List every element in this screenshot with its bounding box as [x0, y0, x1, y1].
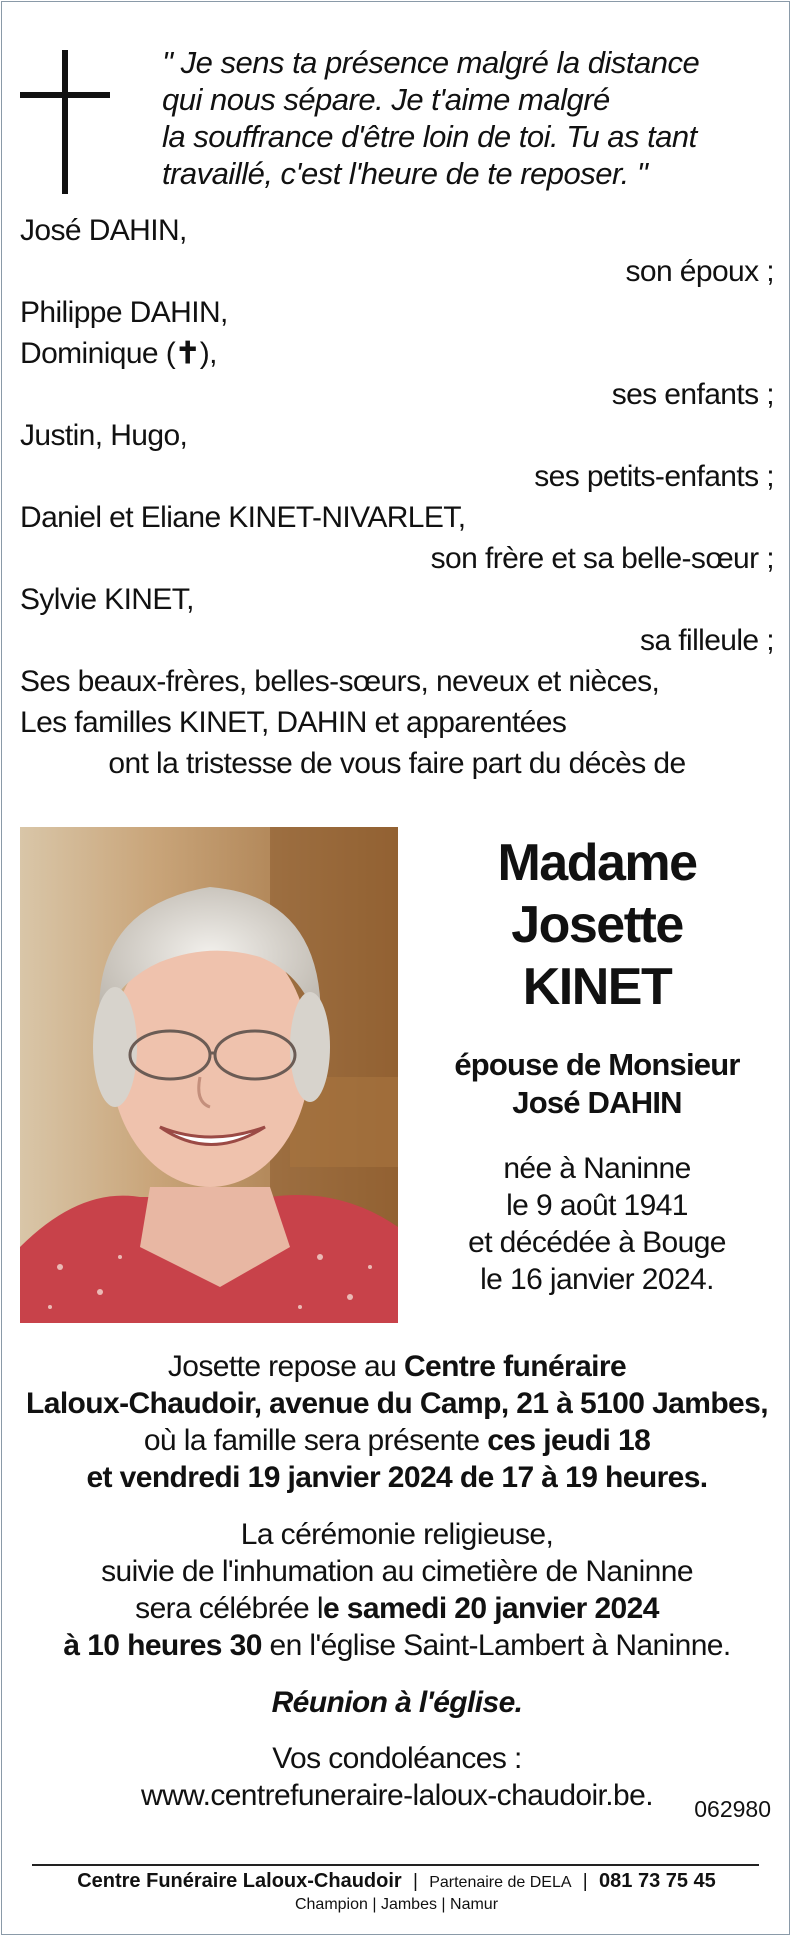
- family-row: Justin, Hugo,: [20, 419, 188, 452]
- condolences-url[interactable]: www.centrefuneraire-laloux-chaudoir.be.: [141, 1779, 653, 1812]
- small-cross-icon: ✝: [175, 337, 200, 370]
- portrait-photo: [20, 827, 398, 1323]
- spouse-info: épouse de Monsieur José DAHIN: [454, 1047, 740, 1120]
- family-row: Daniel et Eliane KINET-NIVARLET,: [20, 501, 466, 534]
- birth-death-info: née à Naninne le 9 août 1941 et décédée à Bouge le 16 janvier 2024.: [468, 1152, 726, 1296]
- cross-icon: [20, 50, 110, 194]
- family-relation: ses petits-enfants ;: [534, 460, 774, 493]
- locations: Champion | Jambes | Namur: [294, 1896, 499, 1913]
- deceased-title: Madame: [497, 834, 697, 892]
- quote: " Je sens ta présence malgré la distance qui nous sépare. Je t'aime malgré la souffrance d'être loin de toi. Tu as tant travaillé, c'est l'heure de te reposer. ": [162, 45, 700, 191]
- family-relation: ses enfants ;: [611, 378, 774, 411]
- family-row: Dominique (✝),: [20, 337, 217, 370]
- ceremony-info: La cérémonie religieuse, suivie de l'inhumation au cimetière de Naninne sera célébrée le samedi 20 janvier 2024 à 10 heures 30 en l'église Saint-Lambert à Naninne.: [63, 1518, 731, 1662]
- family-row: Philippe DAHIN,: [20, 296, 228, 329]
- footer-divider: [32, 1864, 759, 1866]
- company-name: Centre Funéraire Laloux-Chaudoir: [77, 1870, 402, 1892]
- family-relation: son époux ;: [625, 255, 774, 288]
- repose-info: Josette repose au Centre funéraire Laloux-Chaudoir, avenue du Camp, 21 à 5100 Jambes, où la famille sera présente ces jeudi 18 et vendredi 19 janvier 2024 de 17 à 19 heures.: [26, 1350, 768, 1494]
- deceased-last-name: KINET: [522, 958, 672, 1016]
- footer: Centre Funéraire Laloux-Chaudoir | Partenaire de DELA | 081 73 75 45 Champion | Jambes | Namur: [2, 1870, 791, 1914]
- family-relation: sa filleule ;: [640, 624, 774, 657]
- family-relation: son frère et sa belle-sœur ;: [430, 542, 774, 575]
- reunion-note: Réunion à l'église.: [271, 1686, 523, 1719]
- condolences-info: Vos condoléances : www.centrefuneraire-laloux-chaudoir.be.: [12, 1740, 782, 1814]
- deceased-info: [412, 832, 782, 1298]
- announcement-line: ont la tristesse de vous faire part du décès de: [108, 747, 686, 780]
- partner-text: Partenaire de DELA: [429, 1874, 572, 1891]
- family-list: [20, 210, 774, 784]
- family-row: Sylvie KINET,: [20, 583, 194, 616]
- family-row: Ses beaux-frères, belles-sœurs, neveux et nièces,: [20, 665, 660, 698]
- family-row: Les familles KINET, DAHIN et apparentées: [20, 706, 567, 739]
- family-row: José DAHIN,: [20, 214, 187, 247]
- reference-number: 062980: [694, 1796, 771, 1822]
- obituary-notice: [1, 1, 790, 1935]
- phone-number: 081 73 75 45: [599, 1870, 716, 1892]
- deceased-first-name: Josette: [511, 896, 683, 954]
